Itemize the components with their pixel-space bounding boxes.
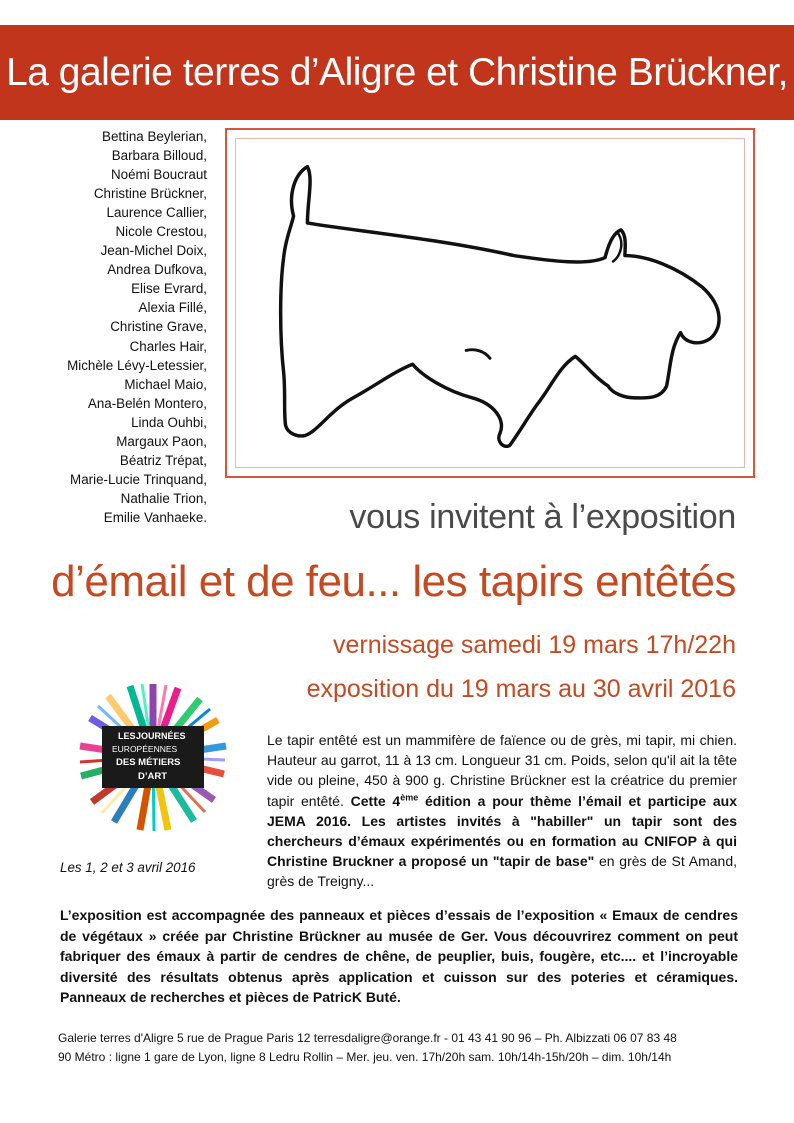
- artist-name: Emilie Vanhaeke.: [103, 509, 207, 525]
- artist-name: Michèle Lévy-Letessier,: [67, 357, 207, 373]
- artist-name: Elise Evrard,: [131, 281, 207, 297]
- exhibition-details: L’exposition est accompagnée des panneaux et pièces d’essais de l’exposition « Emaux de cendres de végétaux » créée par Christine Brückner au musée de Ger. Vous découvrirez comment on peut fabriquer des émaux à partir de cendres de chêne, de peuplier, buis, fougère, etc.... et l’incroyable diversité des résultats obtenus après application et cuisson sur des poteries et céramiques. Panneaux de recherches et pièces de PatricK Buté.: [60, 907, 738, 1005]
- artist-name: Andrea Dufkova,: [107, 262, 207, 278]
- jema-logo-line-1: LES: [118, 731, 136, 741]
- artist-name: Nicole Crestou,: [115, 224, 207, 240]
- artist-name: Jean-Michel Doix,: [100, 243, 207, 259]
- footer-hours-line: 90 Métro : ligne 1 gare de Lyon, ligne 8 Ledru Rollin – Mer. jeu. ven. 17h/20h sam. 10h/14h-15h/20h – dim. 10h/14h: [58, 1049, 672, 1064]
- artist-name: Bettina Beylerian,: [102, 129, 207, 144]
- description-end: en grès de St Amand, grès de Treigny...: [267, 853, 737, 890]
- artist-name: Alexia Fillé,: [138, 300, 207, 316]
- tapir-leg-line: [466, 350, 490, 359]
- exhibition-dates: exposition du 19 mars au 30 avril 2016: [306, 675, 736, 703]
- tapir-line-drawing: [236, 139, 744, 467]
- jema-logo-line-4: DES MÉTIERS: [116, 757, 181, 768]
- tapir-outline: [281, 167, 719, 447]
- artist-name: Béatriz Trépat,: [119, 452, 207, 468]
- description-ordinal: ème: [400, 791, 419, 802]
- description-intro: Le tapir entêté est un mammifère de faïence ou de grès, mi tapir, mi chien. Hauteur au garrot, 11 à 13 cm. Longueur 31 cm. Poids, selon qu'il ait la tête vide ou pleine, 450 à 900 g. Christine Brückner est la créatrice du premier tapir entêté.: [267, 732, 737, 809]
- jema-logo-graphic: [78, 682, 228, 832]
- artist-name: Christine Grave,: [110, 319, 207, 335]
- jema-logo: [78, 682, 228, 832]
- artist-name: Marie-Lucie Trinquand,: [70, 471, 207, 487]
- artist-list: [20, 127, 207, 527]
- footer-address-line: Galerie terres d'Aligre 5 rue de Prague Paris 12 terresdaligre@orange.fr - 01 43 41 90 96 – Ph. Albizzati 06 07 83 48: [58, 1031, 677, 1045]
- description-highlight-start: Cette 4: [350, 792, 401, 809]
- artist-name: Nathalie Trion,: [120, 490, 207, 506]
- tapir-drawing: [235, 138, 745, 468]
- jema-dates-caption: Les 1, 2 et 3 avril 2016: [60, 860, 196, 875]
- header-banner: [0, 25, 794, 120]
- opening-date: vernissage samedi 19 mars 17h/22h: [332, 631, 736, 659]
- exhibition-title: d’émail et de feu... les tapirs entêtés: [51, 557, 736, 606]
- header-title: La galerie terres d’Aligre et Christine Brückner,: [6, 50, 788, 94]
- artist-name: Charles Hair,: [129, 338, 207, 354]
- artist-name: Christine Brückner,: [93, 186, 207, 202]
- artist-name: Margaux Paon,: [116, 433, 207, 449]
- tapir-description: [267, 730, 737, 892]
- artist-name: Linda Ouhbi,: [131, 414, 207, 430]
- artist-name: Noémi Boucraut: [110, 167, 207, 183]
- jema-logo-line-2: JOURNÉES: [136, 731, 186, 741]
- artist-name: Laurence Callier,: [106, 205, 207, 221]
- artist-name: Michael Maio,: [124, 376, 207, 392]
- jema-logo-line-5: D’ART: [138, 771, 168, 782]
- tapir-drawing-frame: [225, 128, 755, 478]
- gallery-footer: [58, 1029, 748, 1066]
- artist-name: Barbara Billoud,: [111, 148, 207, 164]
- artist-name: Ana-Belén Montero,: [87, 395, 207, 411]
- description-highlight-rest: édition a pour thème l’émail et participe aux JEMA 2016. Les artistes invités à "habiller" un tapir sont des chercheurs d’émaux expérimentés ou en formation au CNIFOP à qui Christine Bruckner a proposé un "tapir de base": [267, 792, 738, 870]
- jema-logo-line-3: EUROPÉENNES: [112, 744, 178, 754]
- invitation-line: vous invitent à l’exposition: [349, 498, 736, 536]
